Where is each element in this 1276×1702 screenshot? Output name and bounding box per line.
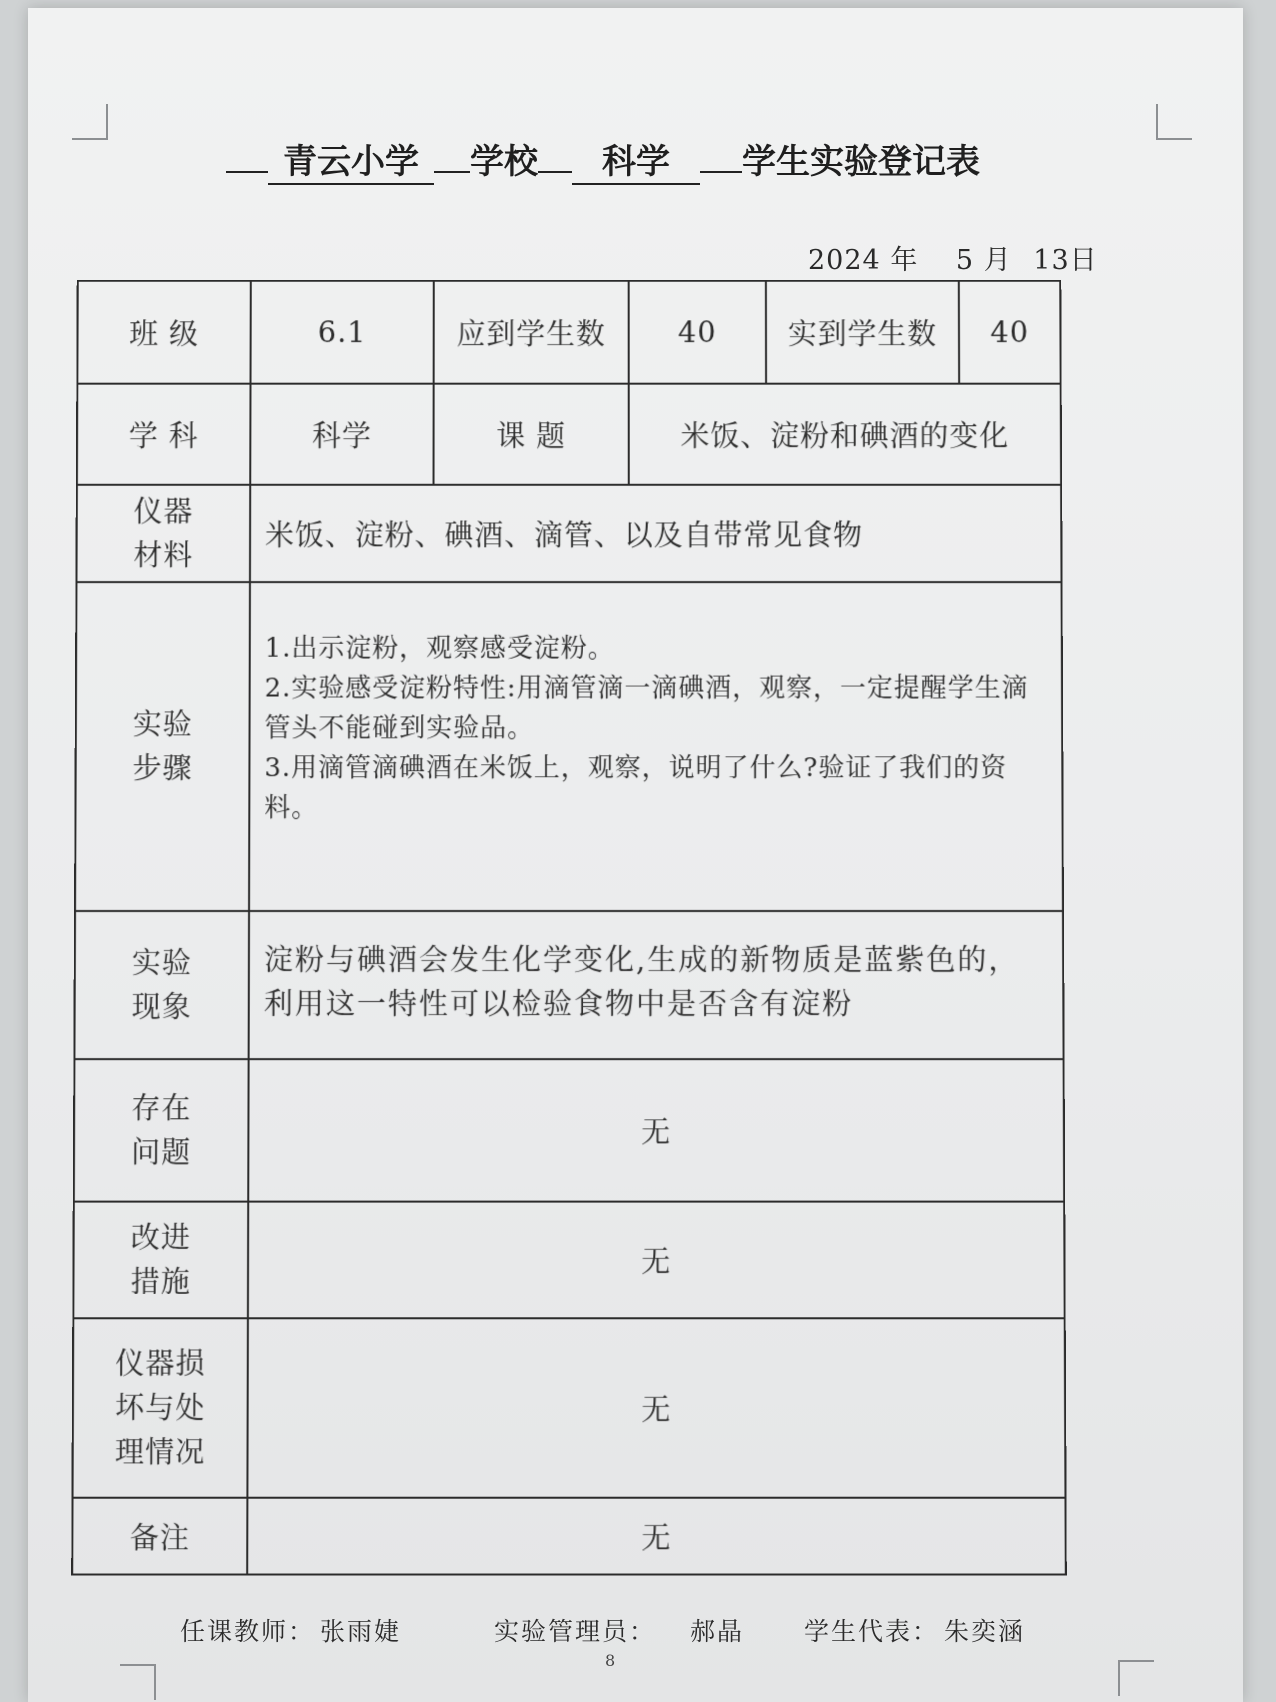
- step-line: 3.用滴管滴碘酒在米饭上，观察，说明了什么?验证了我们的资料。: [264, 753, 1008, 824]
- table-row: [77, 384, 1061, 485]
- actual-students-value: 40: [959, 281, 1061, 384]
- student-rep-name: 朱奕涵: [944, 1617, 1026, 1646]
- phenomenon-label: [74, 911, 249, 1059]
- materials-label-line: 仪器: [133, 494, 194, 529]
- date-year: 2024: [808, 245, 881, 276]
- date-year-unit: 年: [890, 245, 919, 276]
- date-month: 5: [955, 245, 975, 276]
- phenomenon-label-line: 实验: [131, 945, 192, 981]
- improvements-label: [73, 1202, 248, 1319]
- date-month-unit: 月: [983, 245, 1012, 276]
- date-day: 13: [1033, 245, 1070, 276]
- title-subject: 科学: [572, 134, 700, 185]
- remarks-value: 无: [247, 1498, 1066, 1575]
- steps-value: [249, 582, 1063, 911]
- topic-label: 课 题: [434, 384, 629, 485]
- date-day-unit: 日: [1069, 245, 1098, 276]
- table-row: [77, 281, 1060, 384]
- form-date: [808, 238, 1098, 277]
- subject-value: 科学: [250, 384, 433, 485]
- problems-label-line: 存在: [131, 1091, 192, 1126]
- materials-label: [76, 485, 250, 582]
- title-school-name: 青云小学: [268, 134, 434, 185]
- class-label: 班 级: [77, 281, 250, 384]
- title-blank: [700, 171, 742, 173]
- step-line: 1.出示淀粉，观察感受淀粉。: [264, 633, 615, 664]
- crop-mark-bottom-left: [120, 1664, 156, 1700]
- experiment-record-table: [71, 280, 1067, 1576]
- title-blank: [226, 171, 268, 173]
- improvements-label-line: 改进: [130, 1220, 192, 1255]
- damage-label-line: 坏与处: [115, 1390, 206, 1426]
- step-line: 2.实验感受淀粉特性:用滴管滴一滴碘酒，观察，一定提醒学生滴管头不能碰到实验品。: [264, 673, 1029, 744]
- expected-students-value: 40: [629, 281, 766, 384]
- manager-label: 实验管理员：: [494, 1617, 657, 1646]
- damage-label-line: 理情况: [114, 1435, 206, 1470]
- topic-value: 米饭、淀粉和碘酒的变化: [629, 384, 1061, 485]
- crop-mark-bottom-right: [1118, 1660, 1154, 1696]
- problems-label-line: 问题: [131, 1135, 192, 1170]
- teacher-name: 张雨婕: [320, 1617, 402, 1646]
- materials-value: 米饭、淀粉、碘酒、滴管、以及自带常见食物: [250, 485, 1062, 582]
- table-row: [75, 582, 1063, 911]
- phenomenon-value: 淀粉与碘酒会发生化学变化,生成的新物质是蓝紫色的，利用这一特性可以检验食物中是否含有淀粉: [249, 911, 1064, 1059]
- teacher-label: 任课教师：: [180, 1617, 316, 1646]
- damage-label-line: 仪器损: [115, 1346, 206, 1381]
- crop-mark-top-right: [1156, 104, 1192, 140]
- subject-label: 学 科: [77, 384, 251, 485]
- table-row: [73, 1318, 1066, 1497]
- steps-label-line: 步骤: [132, 751, 193, 786]
- improvements-value: 无: [248, 1202, 1065, 1319]
- damage-label: [73, 1318, 248, 1497]
- student-rep-label: 学生代表：: [804, 1617, 940, 1646]
- table-row: [74, 1059, 1064, 1201]
- table-row: [76, 485, 1061, 582]
- crop-mark-top-left: [72, 104, 108, 140]
- table-row: [74, 911, 1063, 1059]
- page-number: 8: [605, 1651, 616, 1670]
- remarks-label: 备注: [72, 1498, 247, 1575]
- steps-label: [75, 582, 250, 911]
- title-blank: [538, 171, 572, 173]
- improvements-label-line: 措施: [130, 1264, 191, 1300]
- expected-students-label: 应到学生数: [434, 281, 629, 384]
- title-suffix: 学生实验登记表: [742, 142, 980, 182]
- class-value: 6.1: [251, 281, 434, 384]
- problems-label: [74, 1059, 249, 1201]
- phenomenon-label-line: 现象: [131, 990, 192, 1025]
- table-row: [72, 1498, 1066, 1575]
- steps-label-line: 实验: [132, 707, 193, 742]
- manager-name: 郝晶: [690, 1617, 745, 1646]
- damage-value: 无: [247, 1318, 1065, 1497]
- problems-value: 无: [248, 1059, 1064, 1201]
- title-school-suffix: 学校: [470, 142, 538, 182]
- form-title: [226, 134, 1026, 185]
- title-blank: [434, 171, 470, 173]
- actual-students-label: 实到学生数: [766, 281, 959, 384]
- table-row: [73, 1202, 1064, 1319]
- materials-label-line: 材料: [133, 538, 194, 573]
